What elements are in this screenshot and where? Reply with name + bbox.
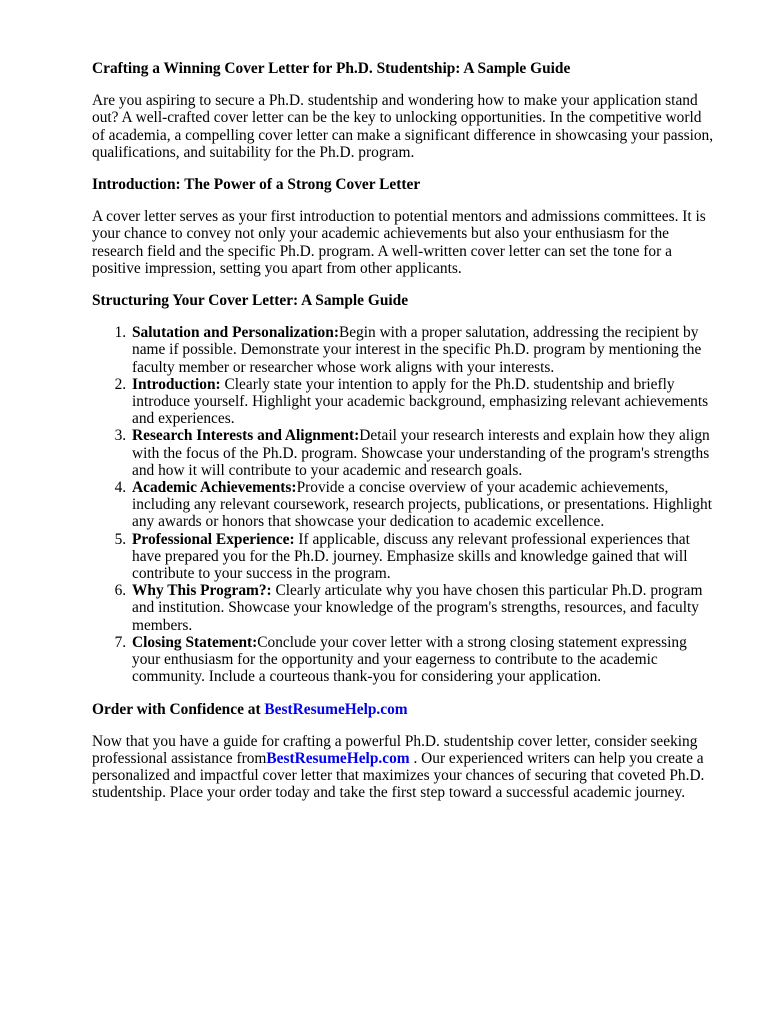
list-item-term: Closing Statement: xyxy=(132,633,258,651)
list-item-desc: Detail your research interests and explain how they align with the focus of the Ph.D. program. Showcase your understanding of the program's strengths and how it will contribute to your academic and research goals. xyxy=(132,427,710,479)
order-heading-text: Order with Confidence at xyxy=(92,700,265,718)
closing-paragraph xyxy=(92,733,718,802)
bestresumehelp-link-closing[interactable]: BestResumeHelp.com xyxy=(266,749,410,767)
bestresumehelp-link[interactable]: BestResumeHelp.com xyxy=(264,700,408,718)
list-item-desc: Clearly state your intention to apply for the Ph.D. studentship and briefly introduce yourself. Highlight your academic background, emphasizing relevant achievements and experiences. xyxy=(132,375,709,428)
list-item-academic-achievements xyxy=(130,479,718,531)
list-item-desc: Provide a concise overview of your academic achievements, including any relevant coursework, research projects, publications, or presentations. Highlight any awards or honors that showcase your dedication to academic excellence. xyxy=(132,479,712,531)
closing-text-before: Now that you have a guide for crafting a powerful Ph.D. studentship cover letter, consider seeking professional assistance from xyxy=(92,732,698,767)
closing-text-after: . Our experienced writers can help you create a personalized and impactful cover letter that maximizes your chances of securing that coveted Ph.D. studentship. Place your order today and take the first step toward a successful academic journey. xyxy=(92,749,705,802)
list-item-term: Academic Achievements: xyxy=(132,479,297,497)
section-heading-introduction: Introduction: The Power of a Strong Cover Letter xyxy=(92,176,421,194)
list-item-desc: If applicable, discuss any relevant professional experiences that have prepared you for the Ph.D. journey. Emphasize skills and knowledge gained that will contribute to your success in the program. xyxy=(132,530,690,583)
list-item-desc: Clearly articulate why you have chosen this particular Ph.D. program and institution. Showcase your knowledge of the program's strengths, resources, and faculty members. xyxy=(132,582,703,634)
list-item-why-this-program xyxy=(130,582,718,634)
list-item-research-interests xyxy=(130,427,718,479)
list-item-introduction xyxy=(130,376,718,428)
section-heading-structuring: Structuring Your Cover Letter: A Sample Guide xyxy=(92,292,409,310)
intro-paragraph: Are you aspiring to secure a Ph.D. studentship and wondering how to make your application stand out? A well-crafted cover letter can be the key to unlocking opportunities. In the competitive world of academia, a compelling cover letter can make a significant difference in showcasing your passion, qualifications, and suitability for the Ph.D. program. xyxy=(92,92,714,161)
list-item-desc: Begin with a proper salutation, addressing the recipient by name if possible. Demonstrate your interest in the specific Ph.D. program by mentioning the faculty member or researcher whose work aligns with your interests. xyxy=(132,324,702,376)
list-item-salutation xyxy=(130,324,718,376)
order-heading xyxy=(92,701,718,718)
document-title: Crafting a Winning Cover Letter for Ph.D. Studentship: A Sample Guide xyxy=(92,60,571,77)
list-item-closing-statement xyxy=(130,634,718,686)
list-item-term: Research Interests and Alignment: xyxy=(132,427,360,445)
list-item-professional-experience xyxy=(130,531,718,583)
list-item-term: Why This Program?: xyxy=(132,582,272,600)
structure-list xyxy=(92,324,718,685)
list-item-desc: Conclude your cover letter with a strong closing statement expressing your enthusiasm for the opportunity and your eagerness to contribute to the academic community. Include a courteous thank-you for considering your application. xyxy=(132,633,687,686)
list-item-term: Introduction: xyxy=(132,375,221,393)
introduction-paragraph: A cover letter serves as your first introduction to potential mentors and admissions committees. It is your chance to convey not only your academic achievements but also your enthusiasm for the research field and the specific Ph.D. program. A well-written cover letter can set the tone for a positive impression, setting you apart from other applicants. xyxy=(92,208,706,277)
list-item-term: Professional Experience: xyxy=(132,530,295,548)
list-item-term: Salutation and Personalization: xyxy=(132,324,339,342)
